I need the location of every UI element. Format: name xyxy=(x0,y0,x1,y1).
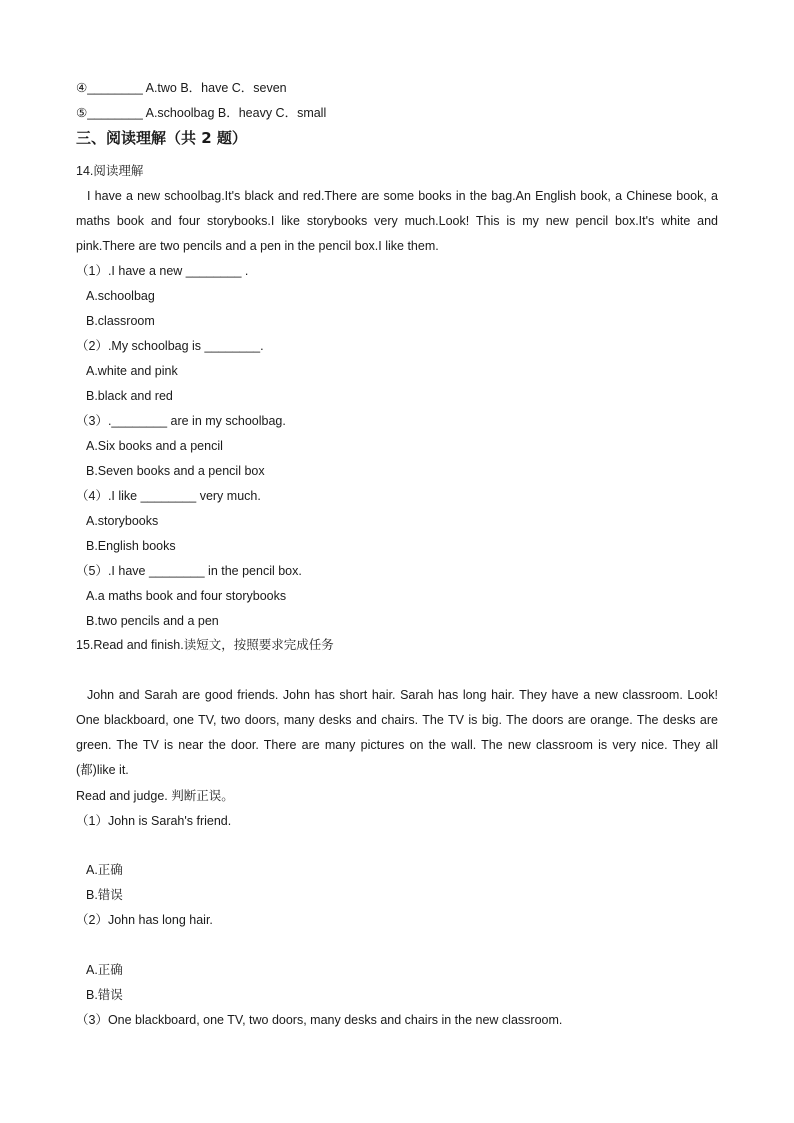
q15-question-1: （1）John is Sarah's friend. xyxy=(76,814,232,828)
q15-passage xyxy=(76,683,718,783)
q15-q1-option-b: B.错误 xyxy=(86,888,123,902)
q15-title: 15.Read and finish.读短文，按照要求完成任务 xyxy=(76,638,334,652)
section-heading: 三、阅读理解（共 2 题） xyxy=(76,129,247,147)
q14-q3-option-b: B.Seven books and a pencil box xyxy=(86,464,265,478)
q14-question-3: （3）.________ are in my schoolbag. xyxy=(76,414,286,428)
q15-question-3: （3）One blackboard, one TV, two doors, many desks and chairs in the new classroom. xyxy=(76,1013,563,1027)
q14-passage-text: I have a new schoolbag.It's black and red.There are some books in the bag.An English book, a Chinese book, a maths book and four storybooks.I like storybooks very much.Look! This is my new pencil box.It's white and pink.There are two pencils and a pen in the pencil box.I like them. xyxy=(76,189,718,253)
q14-title: 14.阅读理解 xyxy=(76,164,144,178)
q14-q2-option-b: B.black and red xyxy=(86,389,173,403)
q14-q2-option-a: A.white and pink xyxy=(86,364,178,378)
q13-item-4: ④________ A.two B．have C．seven xyxy=(76,81,287,95)
q15-instruction: Read and judge. 判断正误。 xyxy=(76,789,234,803)
q14-q1-option-a: A.schoolbag xyxy=(86,289,155,303)
q13-item-5: ⑤________ A.schoolbag B．heavy C．small xyxy=(76,106,327,120)
q15-q2-option-a: A.正确 xyxy=(86,963,123,977)
q14-q5-option-a: A.a maths book and four storybooks xyxy=(86,589,287,603)
q15-q1-option-a: A.正确 xyxy=(86,863,123,877)
q14-question-4: （4）.I like ________ very much. xyxy=(76,489,261,503)
q14-q3-option-a: A.Six books and a pencil xyxy=(86,439,223,453)
q14-q5-option-b: B.two pencils and a pen xyxy=(86,614,219,628)
q14-q1-option-b: B.classroom xyxy=(86,314,155,328)
q15-q2-option-b: B.错误 xyxy=(86,988,123,1002)
q14-q4-option-a: A.storybooks xyxy=(86,514,159,528)
q14-question-2: （2）.My schoolbag is ________. xyxy=(76,339,264,353)
q14-question-1: （1）.I have a new ________ . xyxy=(76,264,249,278)
q14-question-5: （5）.I have ________ in the pencil box. xyxy=(76,564,302,578)
q15-passage-text: John and Sarah are good friends. John has short hair. Sarah has long hair. They have a new classroom. Look! One blackboard, one TV, two doors, many desks and chairs. The TV is big. The doors are orange. The desks are green. The TV is near the door. There are many pictures on the wall. The new classroom is very nice. They all (都)like it. xyxy=(76,688,718,777)
q14-q4-option-b: B.English books xyxy=(86,539,176,553)
q14-passage xyxy=(76,184,718,259)
q15-question-2: （2）John has long hair. xyxy=(76,913,213,927)
